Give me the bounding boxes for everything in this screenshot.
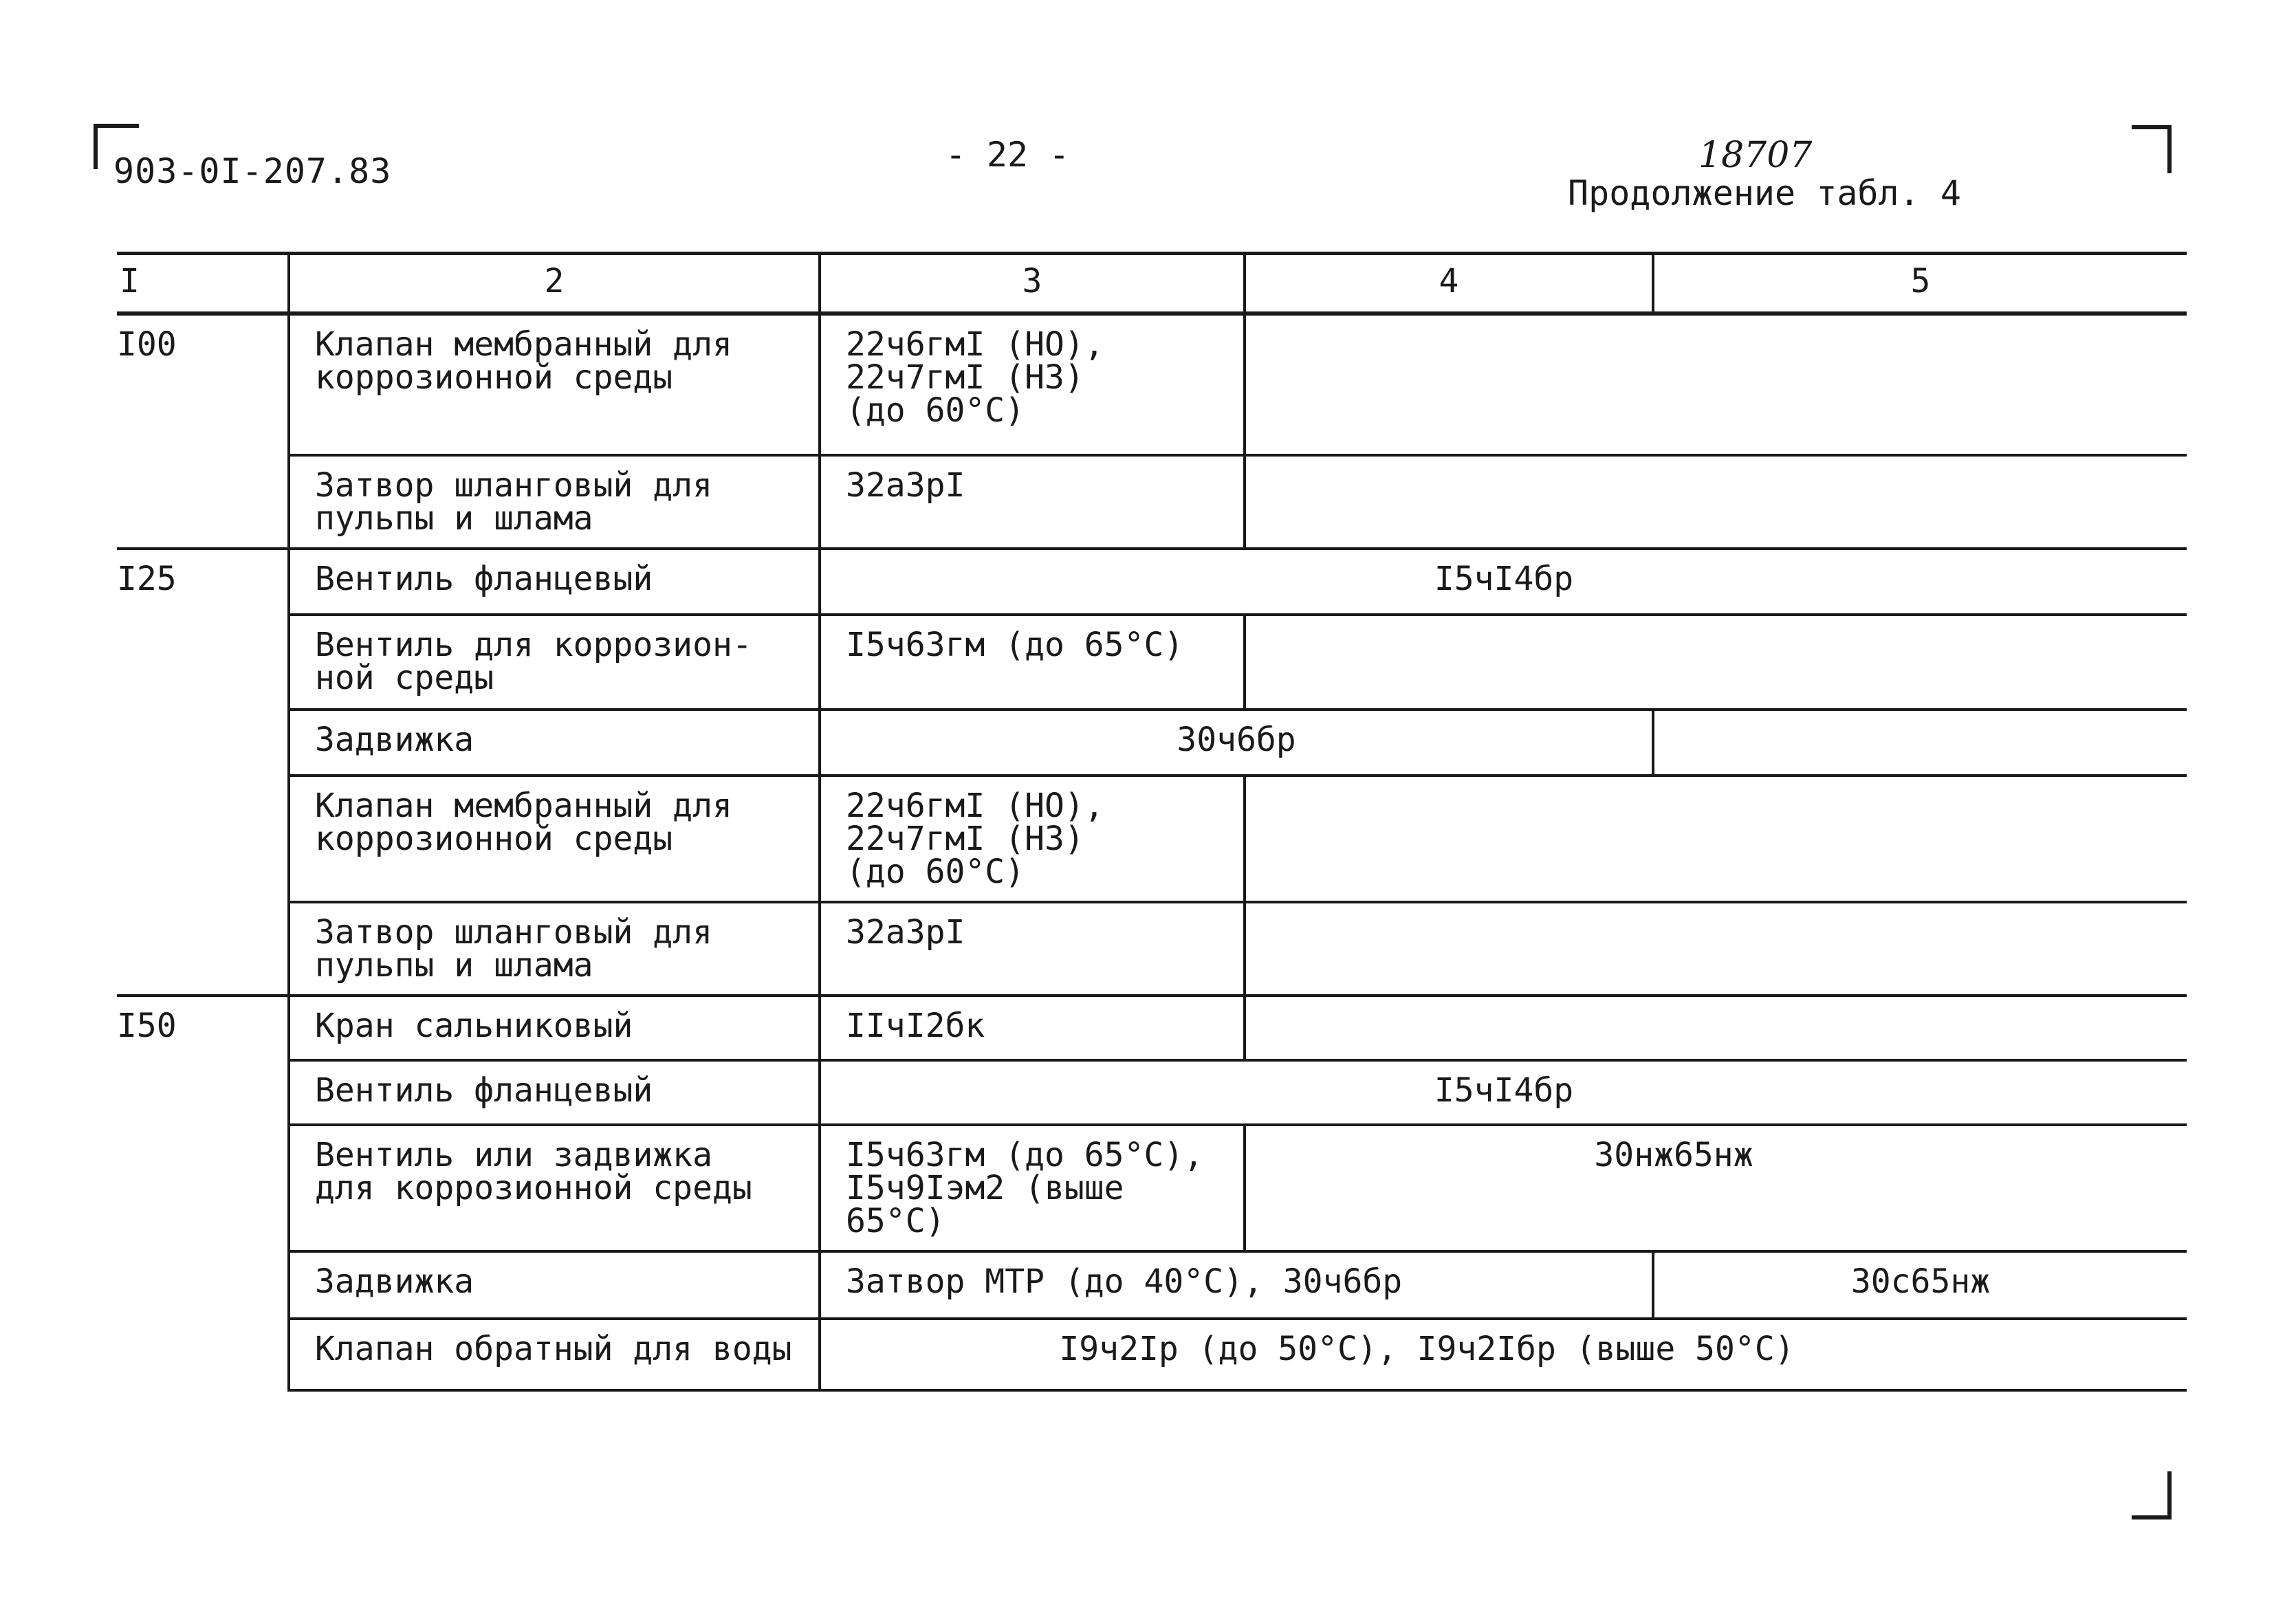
fitting-designation: 32а3рI <box>820 455 1245 549</box>
column-header-4: 4 <box>1245 254 1653 314</box>
col4-cell <box>1245 776 1653 902</box>
fitting-designation: IIчI2бк <box>820 996 1245 1060</box>
valves-table <box>117 252 2187 1392</box>
page-number: - 22 - <box>945 135 1070 175</box>
diameter-cell: I00 <box>117 314 289 549</box>
fitting-name: Задвижка <box>289 710 820 776</box>
fitting-designation: Затвор МТР (до 40°С), 30ч6бр <box>820 1251 1653 1319</box>
column-header-3: 3 <box>820 254 1245 314</box>
fitting-designation: 22ч6гмI (НО), 22ч7гмI (НЗ) (до 60°С) <box>820 314 1245 455</box>
col4-cell <box>1245 455 1653 549</box>
table-row <box>117 776 2187 902</box>
column-header-1: I <box>117 254 289 314</box>
fitting-name: Вентиль фланцевый <box>289 1060 820 1125</box>
fitting-designation: I5ч63гм (до 65°С), I5ч9Iэм2 (выше 65°С) <box>820 1125 1245 1251</box>
table-row <box>117 710 2187 776</box>
table-row <box>117 902 2187 996</box>
fitting-designation: 22ч6гмI (НО), 22ч7гмI (НЗ) (до 60°С) <box>820 776 1245 902</box>
col4-cell <box>1245 314 1653 455</box>
fitting-name: Кран сальниковый <box>289 996 820 1060</box>
col5-cell <box>1653 996 2187 1060</box>
fitting-designation: I5ч63гм (до 65°С) <box>820 615 1245 710</box>
document-code: 903-0I-207.83 <box>113 151 392 191</box>
archive-number: 18707 <box>1698 135 1813 176</box>
col4-cell <box>1245 902 1653 996</box>
table-row <box>117 455 2187 549</box>
table-header-row <box>117 254 2187 314</box>
table-row <box>117 314 2187 455</box>
col5-cell <box>1653 455 2187 549</box>
table-continuation-label: Продолжение табл. 4 <box>1568 173 1961 213</box>
col5-cell <box>1653 776 2187 902</box>
fitting-designation: I9ч2Iр (до 50°С), I9ч2Iбр (выше 50°С) <box>820 1319 2187 1390</box>
corner-mark-top-right <box>2132 125 2172 173</box>
fitting-designation-alt: 30нж65нж <box>1245 1125 2187 1251</box>
col5-cell <box>1653 615 2187 710</box>
fitting-name: Клапан мембранный для коррозионной среды <box>289 314 820 455</box>
table-row <box>117 1319 2187 1390</box>
col5-cell: 30с65нж <box>1653 1251 2187 1319</box>
diameter-cell: I25 <box>117 549 289 996</box>
fitting-designation: I5чI4бр <box>820 549 2187 615</box>
table-row <box>117 1125 2187 1251</box>
table-row <box>117 615 2187 710</box>
col5-cell <box>1653 710 2187 776</box>
fitting-name: Вентиль фланцевый <box>289 549 820 615</box>
fitting-name: Затвор шланговый для пульпы и шлама <box>289 902 820 996</box>
column-header-2: 2 <box>289 254 820 314</box>
fitting-name: Клапан обратный для воды <box>289 1319 820 1390</box>
col4-cell <box>1245 996 1653 1060</box>
col5-cell <box>1653 902 2187 996</box>
table-row <box>117 1251 2187 1319</box>
table-row <box>117 996 2187 1060</box>
fitting-designation: I5чI4бр <box>820 1060 2187 1125</box>
column-header-5: 5 <box>1653 254 2187 314</box>
fitting-name: Задвижка <box>289 1251 820 1319</box>
fitting-name: Вентиль для коррозион- ной среды <box>289 615 820 710</box>
fitting-name: Вентиль или задвижка для коррозионной среды <box>289 1125 820 1251</box>
fitting-name: Клапан мембранный для коррозионной среды <box>289 776 820 902</box>
col4-cell <box>1245 615 1653 710</box>
table-row <box>117 1060 2187 1125</box>
col5-cell <box>1653 314 2187 455</box>
fitting-name: Затвор шланговый для пульпы и шлама <box>289 455 820 549</box>
fitting-designation: 30ч6бр <box>820 710 1653 776</box>
fitting-designation: 32а3рI <box>820 902 1245 996</box>
diameter-cell: I50 <box>117 996 289 1390</box>
table-row <box>117 549 2187 615</box>
corner-mark-bottom-right <box>2132 1471 2172 1519</box>
